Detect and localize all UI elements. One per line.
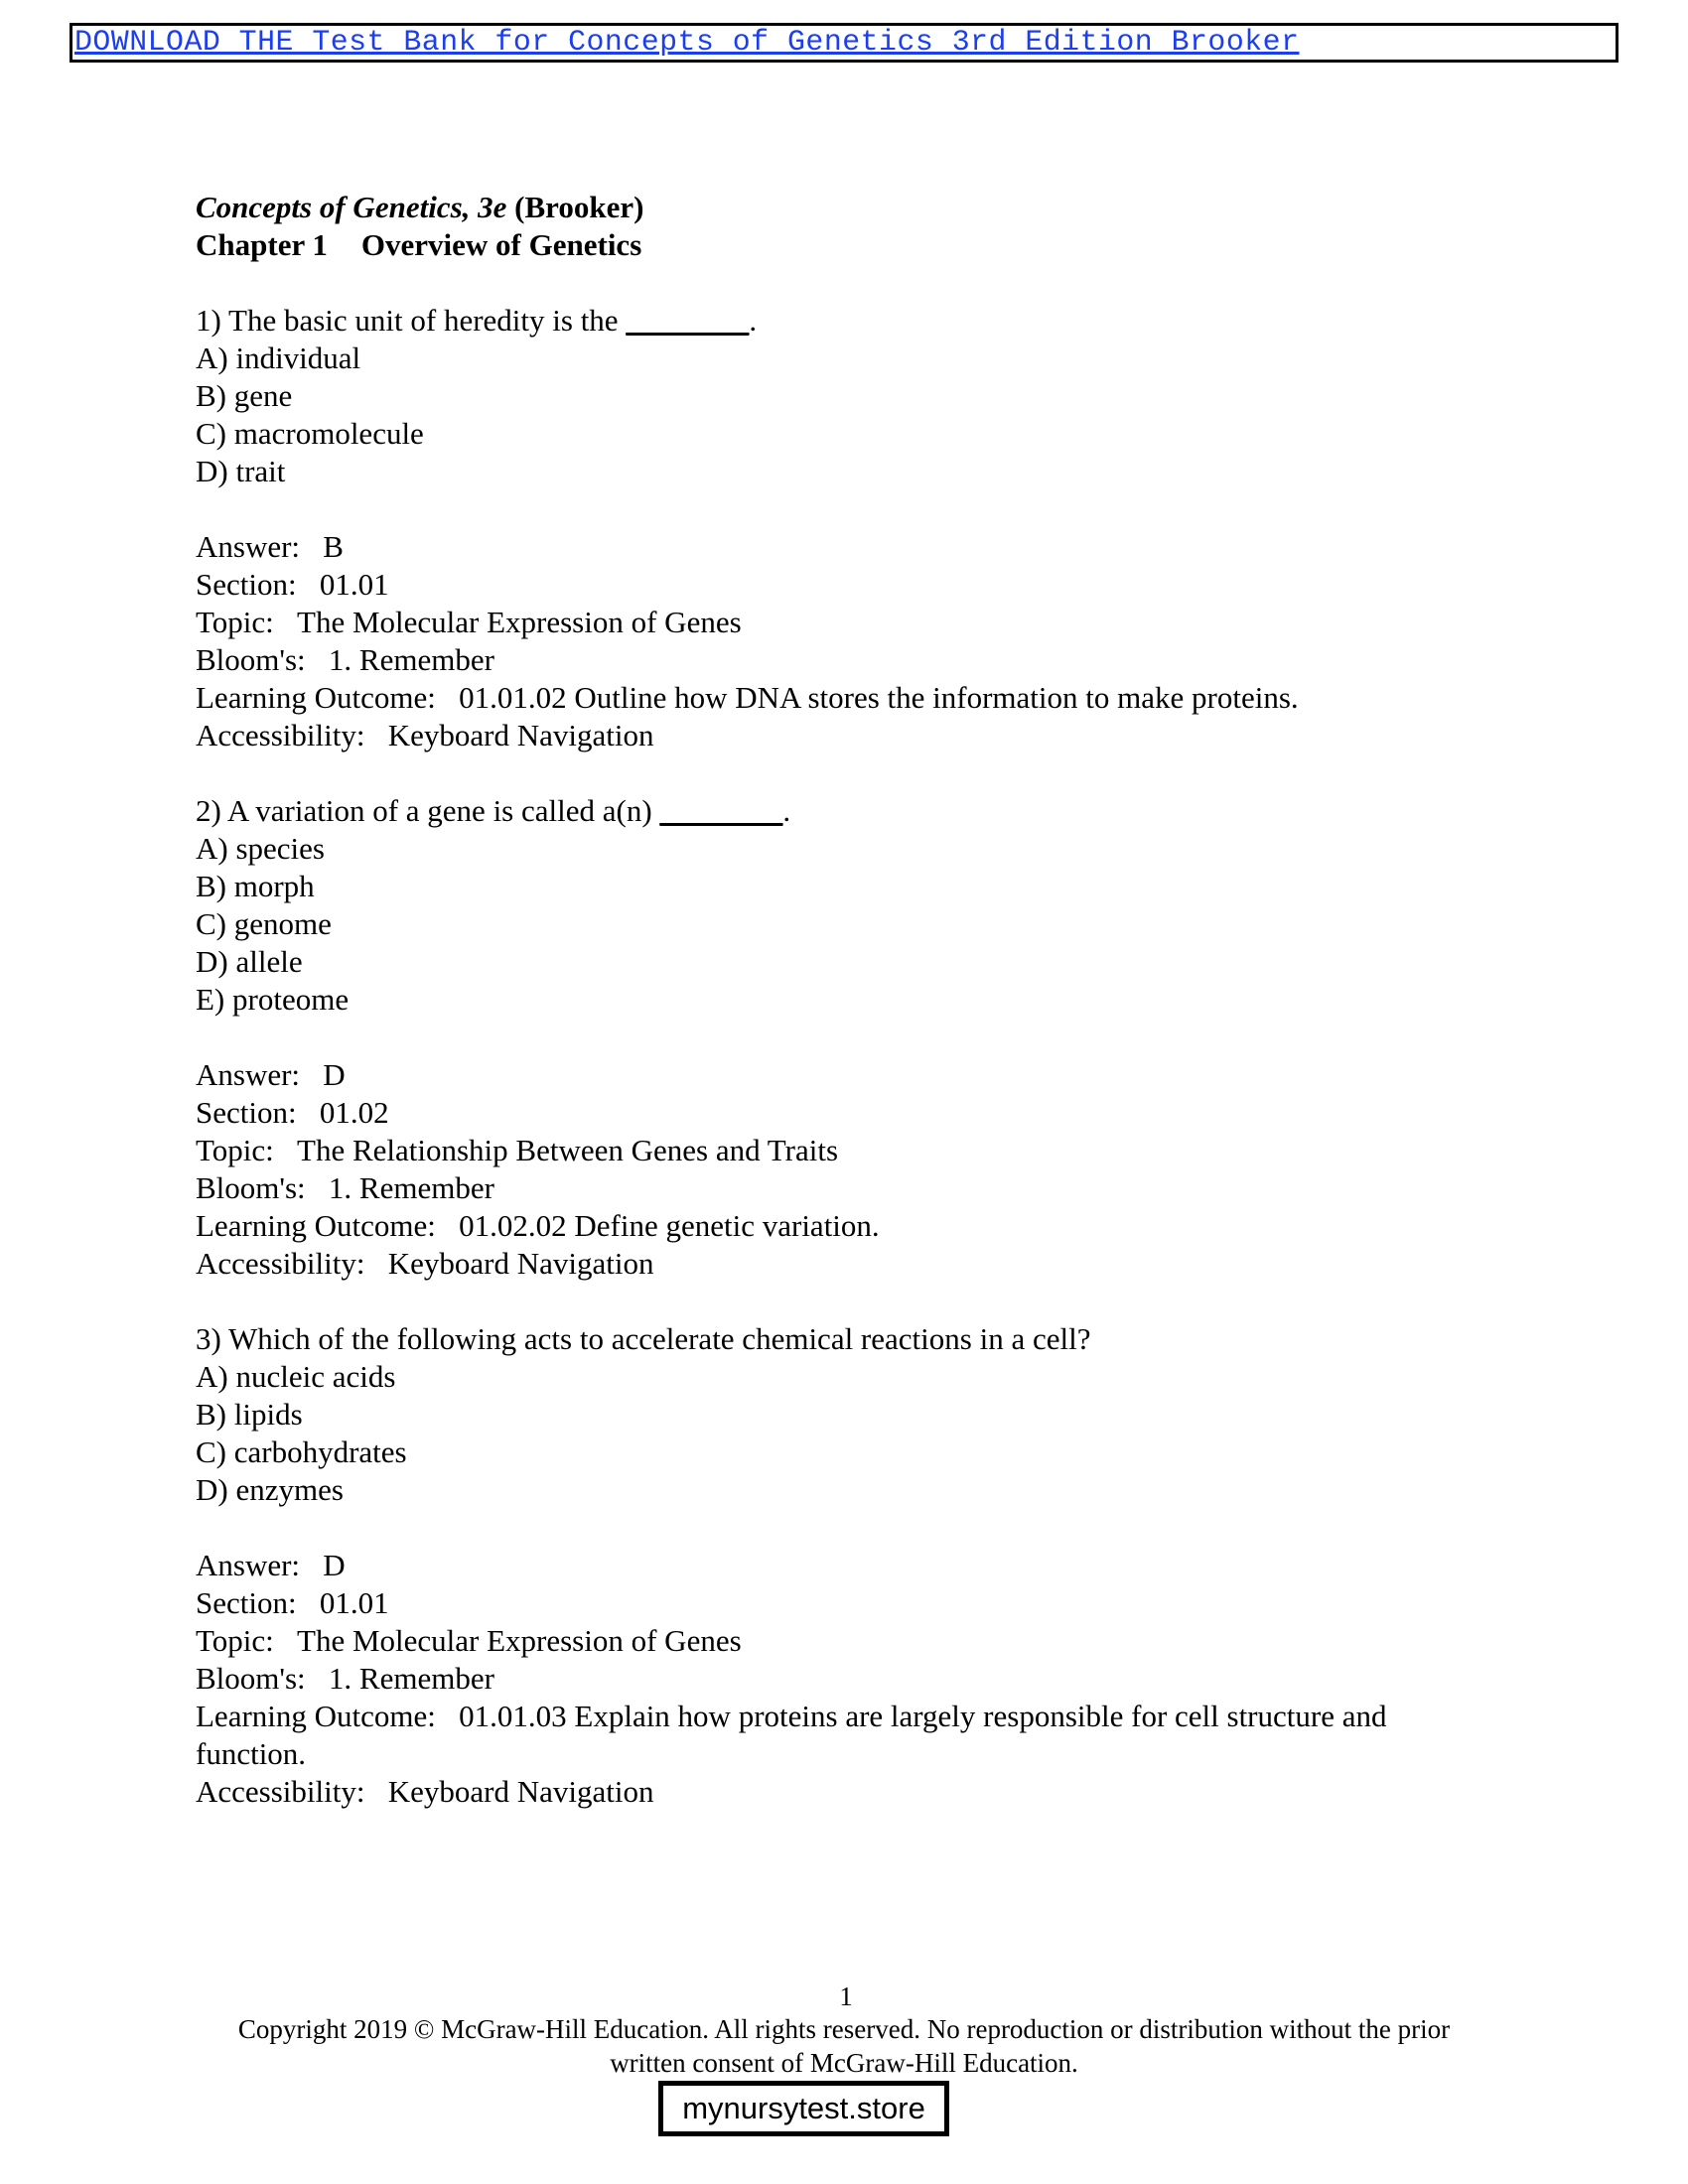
accessibility-row-3	[196, 1773, 1477, 1811]
chapter-heading-line	[196, 226, 1477, 264]
answer-row-3	[196, 1547, 1477, 1584]
topic-value-2: The Relationship Between Genes and Traits	[297, 1133, 839, 1167]
book-title: Concepts of Genetics, 3e	[196, 190, 507, 224]
question-prompt-2	[196, 792, 1477, 830]
question-prompt-text-1: 1) The basic unit of heredity is the	[196, 303, 627, 338]
question-prompt-1	[196, 302, 1477, 340]
question-block-3	[196, 1320, 1477, 1811]
choice-1-c[interactable]: C) macromolecule	[196, 416, 424, 451]
blooms-value-3: 1. Remember	[328, 1661, 494, 1696]
choice-2-a[interactable]: A) species	[196, 831, 325, 866]
spacer	[196, 754, 1477, 792]
outcome-row-3	[196, 1698, 1472, 1773]
section-label-3: Section:	[196, 1585, 297, 1620]
copyright-line-1: Copyright 2019 © McGraw-Hill Education. All rights reserved. No reproduction or distribution without the prior	[237, 2014, 1451, 2044]
answer-label-1: Answer:	[196, 529, 301, 564]
outcome-value-3: 01.01.03 Explain how proteins are largely responsible for cell structure and function.	[196, 1699, 1387, 1771]
choice-1-b[interactable]: B) gene	[196, 378, 293, 413]
accessibility-label-1: Accessibility:	[196, 718, 365, 752]
section-value-2: 01.02	[319, 1095, 389, 1130]
question-prompt-text-3: 3) Which of the following acts to accelerate chemical reactions in a cell?	[196, 1321, 1091, 1356]
question-block-2	[196, 792, 1477, 1283]
choice-2-c[interactable]: C) genome	[196, 906, 332, 941]
section-row-2	[196, 1094, 1477, 1132]
question-prompt-3	[196, 1320, 1477, 1358]
blooms-row-1	[196, 641, 1477, 679]
outcome-label-1: Learning Outcome:	[196, 680, 436, 715]
accessibility-value-3: Keyboard Navigation	[387, 1774, 654, 1809]
spacer	[196, 490, 1477, 528]
blooms-row-3	[196, 1660, 1477, 1698]
choice-2-d[interactable]: D) allele	[196, 944, 303, 979]
outcome-row-1	[196, 679, 1472, 717]
accessibility-value-1: Keyboard Navigation	[387, 718, 654, 752]
spacer	[196, 264, 1477, 302]
section-row-3	[196, 1584, 1477, 1622]
page-footer	[0, 1980, 1688, 2080]
topic-row-2	[196, 1132, 1477, 1169]
watermark-box	[658, 2081, 949, 2136]
question-prompt-text-2: 2) A variation of a gene is called a(n)	[196, 793, 660, 828]
outcome-label-3: Learning Outcome:	[196, 1699, 436, 1733]
section-value-1: 01.01	[319, 567, 389, 602]
spacer	[196, 1019, 1477, 1056]
answer-row-1	[196, 528, 1477, 566]
answer-value-1: B	[323, 529, 344, 564]
topic-label-3: Topic:	[196, 1623, 274, 1658]
blooms-row-2	[196, 1169, 1477, 1207]
blooms-label-2: Bloom's:	[196, 1170, 306, 1205]
choice-2-e[interactable]: E) proteome	[196, 982, 350, 1017]
choice-3-c[interactable]: C) carbohydrates	[196, 1434, 407, 1469]
choice-1-a[interactable]: A) individual	[196, 341, 361, 375]
answer-row-2	[196, 1056, 1477, 1094]
topic-value-3: The Molecular Expression of Genes	[297, 1623, 742, 1658]
question-block-1	[196, 302, 1477, 754]
answer-value-3: D	[323, 1548, 346, 1582]
book-title-line	[196, 189, 1477, 226]
section-label-1: Section:	[196, 567, 297, 602]
spacer	[196, 1509, 1477, 1547]
outcome-row-2	[196, 1207, 1472, 1245]
section-row-1	[196, 566, 1477, 604]
copyright-line-2: written consent of McGraw-Hill Education.	[610, 2048, 1078, 2078]
choice-3-d[interactable]: D) enzymes	[196, 1472, 344, 1507]
answer-label-3: Answer:	[196, 1548, 301, 1582]
section-label-2: Section:	[196, 1095, 297, 1130]
document-body	[196, 189, 1477, 1811]
answer-blank-1: ________	[626, 303, 750, 338]
accessibility-label-2: Accessibility:	[196, 1246, 365, 1281]
outcome-value-1: 01.01.02 Outline how DNA stores the information to make proteins.	[459, 680, 1299, 715]
download-test-bank-link[interactable]: DOWNLOAD THE Test Bank for Concepts of Genetics 3rd Edition Brooker	[73, 26, 1300, 60]
spacer	[196, 1283, 1477, 1320]
blooms-value-2: 1. Remember	[328, 1170, 494, 1205]
page-number: 1	[839, 1981, 853, 2011]
outcome-label-2: Learning Outcome:	[196, 1208, 436, 1243]
blooms-value-1: 1. Remember	[328, 642, 494, 677]
question-prompt-tail-2: .	[782, 793, 791, 828]
choice-2-b[interactable]: B) morph	[196, 869, 315, 903]
answer-label-2: Answer:	[196, 1057, 301, 1092]
blooms-label-1: Bloom's:	[196, 642, 306, 677]
choice-3-b[interactable]: B) lipids	[196, 1397, 303, 1432]
watermark-text: mynursytest.store	[682, 2091, 925, 2125]
choice-1-d[interactable]: D) trait	[196, 454, 286, 488]
answer-value-2: D	[323, 1057, 346, 1092]
accessibility-row-1	[196, 717, 1477, 754]
accessibility-value-2: Keyboard Navigation	[387, 1246, 654, 1281]
accessibility-label-3: Accessibility:	[196, 1774, 365, 1809]
chapter-title: Overview of Genetics	[360, 227, 642, 262]
topic-row-3	[196, 1622, 1477, 1660]
topic-label-1: Topic:	[196, 605, 274, 639]
answer-blank-2: ________	[659, 793, 783, 828]
chapter-label: Chapter 1	[196, 227, 328, 262]
section-value-3: 01.01	[319, 1585, 389, 1620]
question-prompt-tail-1: .	[749, 303, 758, 338]
promo-link-box[interactable]	[70, 23, 1618, 63]
topic-row-1	[196, 604, 1477, 641]
blooms-label-3: Bloom's:	[196, 1661, 306, 1696]
choice-3-a[interactable]: A) nucleic acids	[196, 1359, 396, 1394]
book-author: (Brooker)	[506, 190, 644, 224]
topic-value-1: The Molecular Expression of Genes	[297, 605, 742, 639]
outcome-value-2: 01.02.02 Define genetic variation.	[459, 1208, 880, 1243]
topic-label-2: Topic:	[196, 1133, 274, 1167]
accessibility-row-2	[196, 1245, 1477, 1283]
